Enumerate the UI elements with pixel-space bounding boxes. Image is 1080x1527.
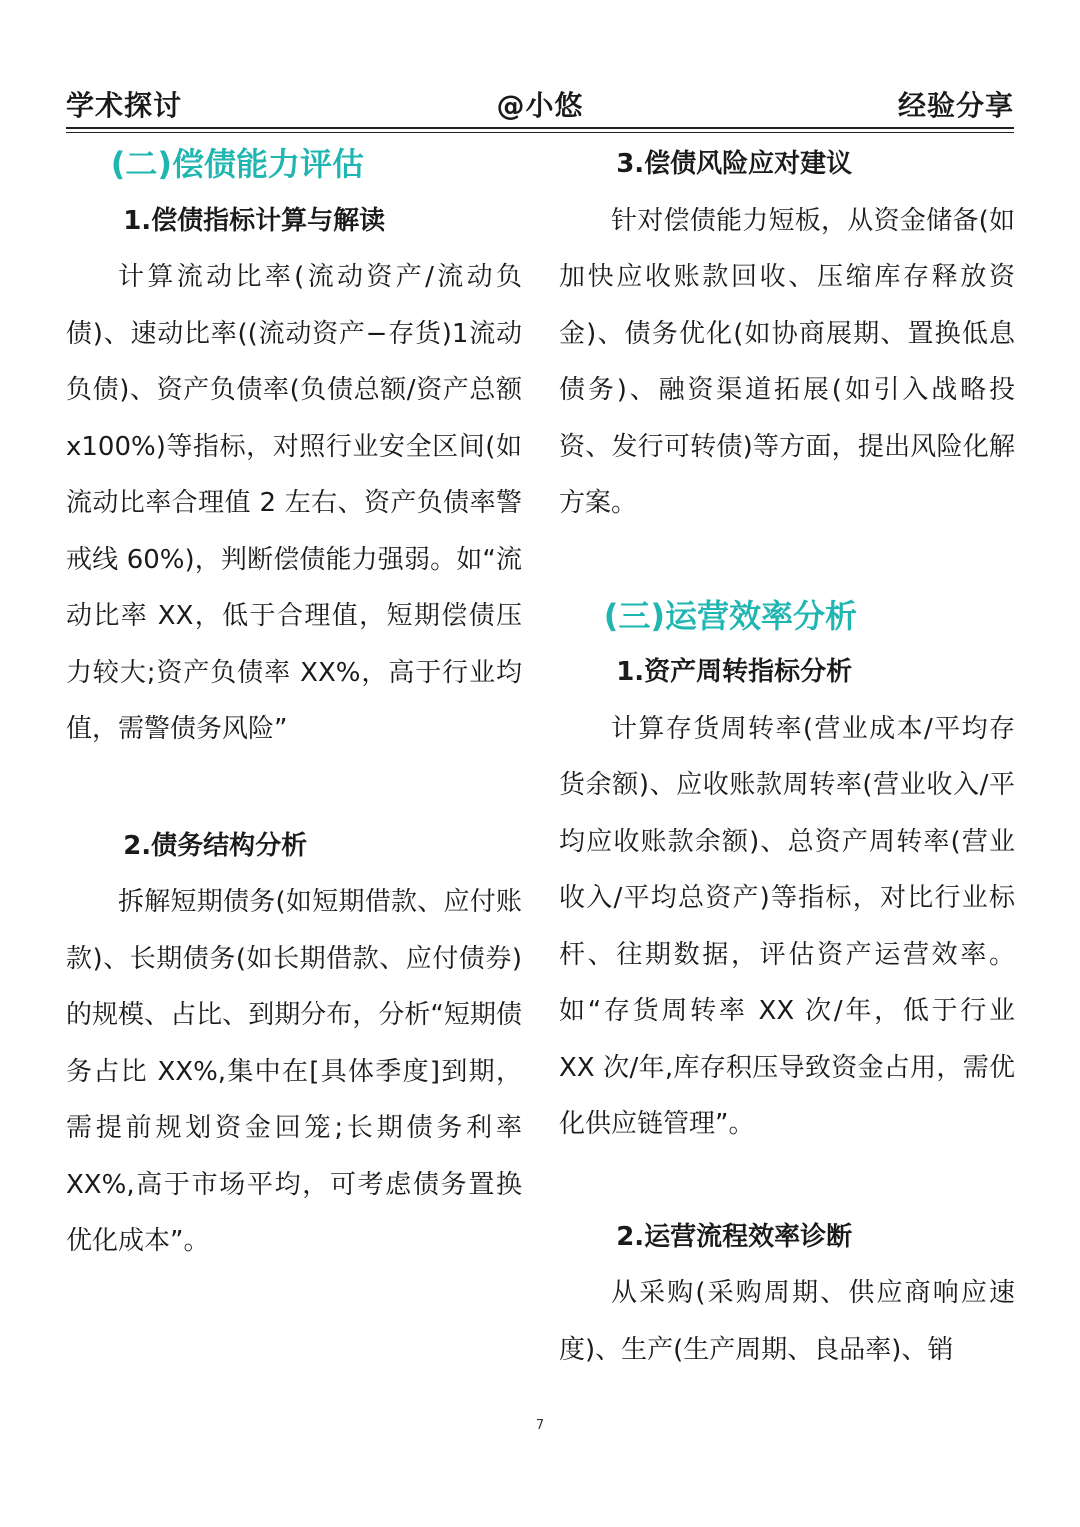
- spacer: [66, 758, 522, 818]
- header-rule-thick: [66, 127, 1014, 129]
- paragraph-debt-structure: 拆解短期债务(如短期借款、应付账款)、长期债务(如长期借款、应付债券)的规模、占比、到期分布，分析“短期债务占比 XX%,集中在[具体季度]到期，需提前规划资金回笼;长期债务利率 XX%,高于市场平均，可考虑债务置换优化成本”。: [66, 887, 522, 1256]
- section-title-operation-efficiency: (三)运营效率分析: [603, 596, 858, 635]
- section-title-solvency: (二)偿债能力评估: [110, 145, 365, 183]
- right-column: [559, 136, 1015, 1378]
- subsection-title-indicators: 1.偿债指标计算与解读: [123, 205, 386, 236]
- subsection-title-debt-structure: 2.债务结构分析: [123, 830, 308, 861]
- paragraph-risk-response: 针对偿债能力短板，从资金储备(如加快应收账款回收、压缩库存释放资金)、债务优化(如协商展期、置换低息债务)、融资渠道拓展(如引入战略投资、发行可转债)等方面，提出风险化解方案。: [559, 205, 1015, 518]
- page-header: [66, 84, 1014, 124]
- header-author: @小悠: [496, 89, 584, 122]
- header-left-label: 学术探讨: [66, 89, 183, 122]
- header-right-label: 经验分享: [897, 89, 1014, 122]
- spacer: [559, 532, 1015, 588]
- paragraph-indicators: 计算流动比率(流动资产/流动负债)、速动比率((流动资产−存货)1流动负债)、资产负债率(负债总额/资产总额 x100%)等指标，对照行业安全区间(如流动比率合理值 2 左右、资产负债率警戒线 60%)，判断偿债能力强弱。如“流动比率 XX，低于合理值，短期偿债压力较大;资产负债率 XX%，高于行业均值，需警债务风险”: [66, 262, 522, 744]
- page-number: 7: [535, 1418, 545, 1433]
- subsection-title-asset-turnover: 1.资产周转指标分析: [616, 657, 853, 687]
- paragraph-asset-turnover: 计算存货周转率(营业成本/平均存货余额)、应收账款周转率(营业收入/平均应收账款余额)、总资产周转率(营业收入/平均总资产)等指标，对比行业标杆、往期数据，评估资产运营效率。如“存货周转率 XX 次/年，低于行业 XX 次/年,库存积压导致资金占用，需优化供应链管理”。: [559, 713, 1015, 1139]
- paragraph-process-efficiency: 从采购(采购周期、供应商响应速度)、生产(生产周期、良品率)、销: [559, 1278, 1015, 1365]
- subsection-title-risk-response: 3.偿债风险应对建议: [616, 149, 853, 179]
- subsection-title-process-efficiency: 2.运营流程效率诊断: [616, 1221, 853, 1252]
- left-column: [66, 136, 522, 1270]
- spacer: [559, 1153, 1015, 1209]
- header-rule-thin: [66, 132, 1014, 133]
